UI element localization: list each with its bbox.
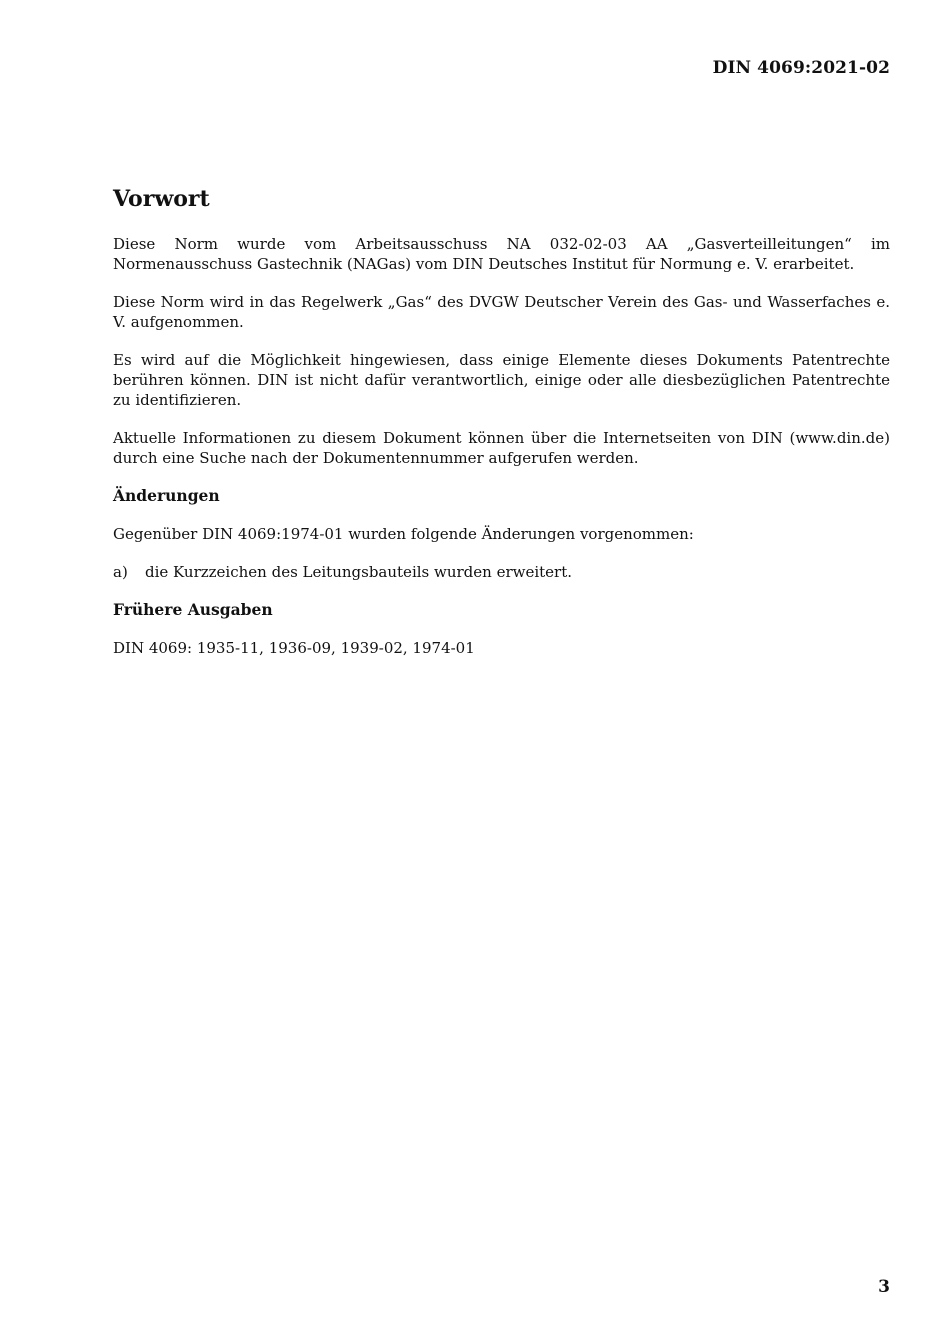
foreword-paragraph: Aktuelle Informationen zu diesem Dokument können über die Internetseiten von DIN (www.din.de) durch eine Suche nach der Dokumentennummer aufgerufen werden. [113,429,890,467]
foreword-paragraph: Es wird auf die Möglichkeit hingewiesen, dass einige Elemente dieses Dokuments Patentrechte berühren können. DIN ist nicht dafür verantwortlich, einige oder alle diesbezüglichen Patentrechte zu identifizieren. [113,351,890,409]
section-title: Vorwort [113,186,210,212]
previous-editions-text: DIN 4069: 1935-11, 1936-09, 1939-02, 1974-01 [113,639,475,657]
changes-heading: Änderungen [113,486,220,505]
document-identifier: DIN 4069:2021-02 [712,58,890,78]
list-item-text: die Kurzzeichen des Leitungsbauteils wurden erweitert. [145,563,573,581]
foreword-paragraph: Diese Norm wird in das Regelwerk „Gas“ des DVGW Deutscher Verein des Gas- und Wasserfaches e. V. aufgenommen. [113,293,890,331]
list-marker: a) [113,563,128,581]
list-item [113,562,890,582]
page-number: 3 [878,1277,890,1297]
foreword-paragraph: Diese Norm wurde vom Arbeitsausschuss NA 032-02-03 AA „Gasverteilleitungen“ im Normenausschuss Gastechnik (NAGas) vom DIN Deutsches Institut für Normung e. V. erarbeitet. [113,235,890,273]
previous-editions-heading: Frühere Ausgaben [113,600,273,619]
changes-intro: Gegenüber DIN 4069:1974-01 wurden folgende Änderungen vorgenommen: [113,525,694,543]
page-content [113,186,890,676]
